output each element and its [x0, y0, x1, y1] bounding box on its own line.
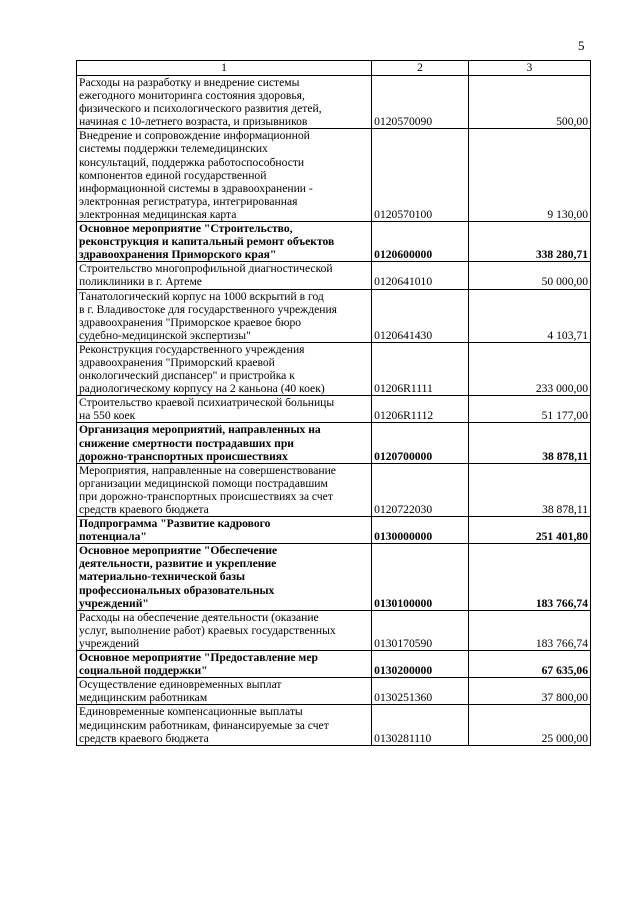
- row-description: [77, 396, 372, 423]
- row-code: 0130281110: [372, 705, 469, 745]
- description-line: Реконструкция государственного учреждения: [79, 342, 305, 356]
- description-line: электронная медицинская карта: [79, 207, 237, 221]
- table-row: [77, 289, 591, 342]
- row-code: 0130251360: [372, 678, 469, 705]
- row-amount: 67 635,06: [468, 651, 590, 678]
- row-description: [77, 651, 372, 678]
- row-amount: 38 878,11: [468, 463, 590, 516]
- description-line: в г. Владивостоке для государственного учреждения: [79, 302, 337, 316]
- row-code: 0130100000: [372, 544, 469, 610]
- row-code: 0120700000: [372, 423, 469, 463]
- row-description: [77, 517, 372, 544]
- description-line: поликлиники в г. Артеме: [79, 275, 202, 289]
- description-line: Расходы на разработку и внедрение системы: [79, 76, 300, 89]
- description-line: медицинским работникам: [79, 691, 208, 705]
- row-description: [77, 342, 372, 395]
- description-line: Строительство многопрофильной диагностической: [79, 262, 333, 276]
- description-line: средств краевого бюджета: [79, 731, 209, 745]
- row-description: [77, 463, 372, 516]
- table-row: [77, 342, 591, 395]
- description-line: потенциала": [79, 530, 147, 544]
- table-row: [77, 463, 591, 516]
- description-line: услуг, выполнение работ) краевых государственных: [79, 623, 336, 637]
- description-line: информационной системы в здравоохранении -: [79, 181, 313, 195]
- description-line: организации медицинской помощи пострадавшим: [79, 476, 328, 490]
- row-amount: 4 103,71: [468, 289, 590, 342]
- table-row: [77, 423, 591, 463]
- description-line: Основное мероприятие "Предоставление мер: [79, 651, 318, 665]
- row-amount: 37 800,00: [468, 678, 590, 705]
- description-line: Подпрограмма "Развитие кадрового: [79, 517, 271, 531]
- description-line: медицинским работникам, финансируемые за счет: [79, 718, 329, 732]
- description-line: ежегодного мониторинга состояния здоровья,: [79, 89, 305, 103]
- description-line: электронная регистратура, интегрированная: [79, 194, 298, 208]
- description-line: учреждений": [79, 596, 149, 610]
- description-line: системы поддержки телемедицинских: [79, 142, 268, 156]
- description-line: Танатологический корпус на 1000 вскрытий в год: [79, 289, 324, 303]
- table-row: [77, 705, 591, 745]
- row-amount: 25 000,00: [468, 705, 590, 745]
- row-amount: 9 130,00: [468, 129, 590, 222]
- row-amount: 251 401,80: [468, 517, 590, 544]
- row-description: [77, 129, 372, 222]
- description-line: компонентов единой государственной: [79, 168, 267, 182]
- table-row: [77, 262, 591, 289]
- row-amount: 50 000,00: [468, 262, 590, 289]
- description-line: реконструкция и капитальный ремонт объектов: [79, 235, 335, 249]
- description-line: консультаций, поддержка работоспособности: [79, 155, 305, 169]
- row-code: 0120641010: [372, 262, 469, 289]
- row-description: [77, 423, 372, 463]
- row-amount: 338 280,71: [468, 222, 590, 262]
- description-line: на 550 коек: [79, 409, 136, 423]
- row-code: 01206R1112: [372, 396, 469, 423]
- row-code: 01206R1111: [372, 342, 469, 395]
- description-line: здравоохранения Приморского края": [79, 248, 277, 262]
- page-number: 5: [578, 38, 585, 53]
- header-col-2: 2: [372, 61, 469, 76]
- description-line: физического и психологического развития детей,: [79, 102, 322, 116]
- description-line: Внедрение и сопровождение информационной: [79, 129, 310, 143]
- row-description: [77, 222, 372, 262]
- description-line: профессиональных образовательных: [79, 583, 275, 597]
- row-amount: 38 878,11: [468, 423, 590, 463]
- description-line: Организация мероприятий, направленных на: [79, 423, 321, 437]
- description-line: радиологическому корпусу на 2 каньона (40 коек): [79, 382, 325, 396]
- description-line: Основное мероприятие "Обеспечение: [79, 544, 278, 558]
- row-description: [77, 544, 372, 610]
- header-col-1: 1: [77, 61, 372, 76]
- description-line: при дорожно-транспортных происшествиях за счет: [79, 489, 333, 503]
- table-row: [77, 678, 591, 705]
- row-description: [77, 678, 372, 705]
- row-amount: 500,00: [468, 76, 590, 129]
- table-row: [77, 129, 591, 222]
- row-description: [77, 262, 372, 289]
- table-header-row: [77, 61, 591, 76]
- description-line: Расходы на обеспечение деятельности (оказание: [79, 610, 319, 624]
- row-code: 0130200000: [372, 651, 469, 678]
- row-description: [77, 289, 372, 342]
- description-line: деятельности, развитие и укрепление: [79, 557, 277, 571]
- row-amount: 51 177,00: [468, 396, 590, 423]
- description-line: Основное мероприятие "Строительство,: [79, 222, 293, 236]
- row-amount: 183 766,74: [468, 610, 590, 650]
- description-line: дорожно-транспортных происшествиях: [79, 449, 288, 463]
- row-code: 0130000000: [372, 517, 469, 544]
- description-line: материально-технической базы: [79, 570, 246, 584]
- row-amount: 233 000,00: [468, 342, 590, 395]
- description-line: здравоохранения "Приморское краевое бюро: [79, 315, 302, 329]
- table-row: [77, 610, 591, 650]
- description-line: здравоохранения "Приморский краевой: [79, 355, 275, 369]
- row-amount: 183 766,74: [468, 544, 590, 610]
- row-code: 0120722030: [372, 463, 469, 516]
- row-code: 0130170590: [372, 610, 469, 650]
- row-code: 0120641430: [372, 289, 469, 342]
- row-description: [77, 610, 372, 650]
- description-line: учреждений: [79, 636, 140, 650]
- description-line: Единовременные компенсационные выплаты: [79, 705, 303, 719]
- row-description: [77, 76, 372, 129]
- description-line: Строительство краевой психиатрической больницы: [79, 396, 335, 410]
- budget-table: [76, 60, 591, 746]
- description-line: Осуществление единовременных выплат: [79, 678, 282, 692]
- table-row: [77, 396, 591, 423]
- table-row: [77, 517, 591, 544]
- header-col-3: 3: [468, 61, 590, 76]
- description-line: Мероприятия, направленные на совершенствование: [79, 463, 336, 477]
- row-code: 0120570090: [372, 76, 469, 129]
- description-line: начиная с 10-летнего возраста, и призывников: [79, 115, 308, 129]
- description-line: судебно-медицинской экспертизы": [79, 328, 251, 342]
- description-line: снижение смертности пострадавших при: [79, 436, 294, 450]
- description-line: средств краевого бюджета: [79, 503, 209, 516]
- table-row: [77, 222, 591, 262]
- description-line: онкологический диспансер" и пристройка к: [79, 369, 295, 383]
- row-description: [77, 705, 372, 745]
- row-code: 0120600000: [372, 222, 469, 262]
- description-line: социальной поддержки": [79, 664, 208, 678]
- table-row: [77, 76, 591, 129]
- table-row: [77, 651, 591, 678]
- table-row: [77, 544, 591, 610]
- row-code: 0120570100: [372, 129, 469, 222]
